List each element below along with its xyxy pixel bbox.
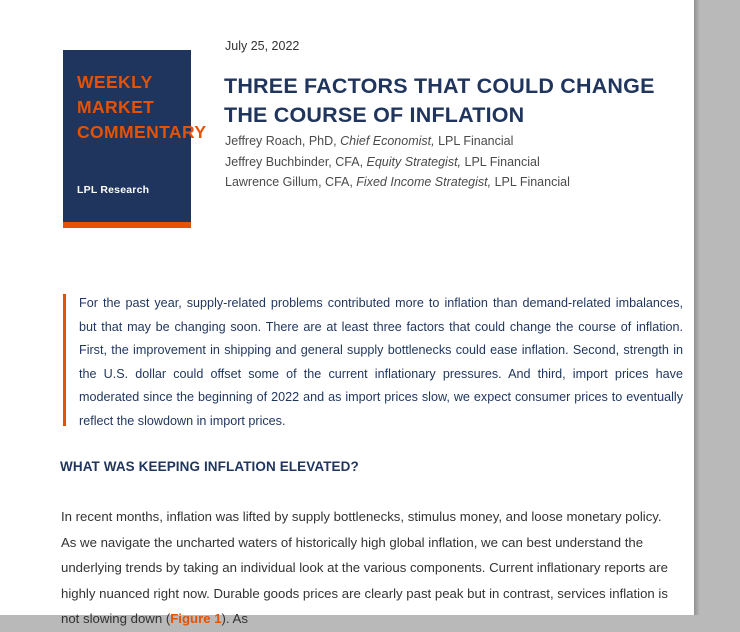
paragraph-text-after-reference: ). As	[221, 611, 248, 626]
section-heading: WHAT WAS KEEPING INFLATION ELEVATED?	[60, 459, 359, 474]
page-shadow	[694, 0, 700, 615]
cover-accent-bar	[63, 222, 191, 228]
callout-accent-bar	[63, 294, 66, 426]
body-paragraph	[61, 504, 669, 632]
list-item	[225, 172, 685, 193]
author-role: Equity Strategist,	[363, 154, 462, 169]
author-name: Jeffrey Buchbinder, CFA,	[225, 154, 364, 169]
page-title: THREE FACTORS THAT COULD CHANGE THE COURSE OF INFLATION	[224, 74, 655, 128]
cover-brand: LPL Research	[77, 184, 150, 196]
paragraph-text-before-reference: In recent months, inflation was lifted by supply bottlenecks, stimulus money, and loose monetary policy. As we navigate the uncharted waters of historically high global inflation, we can best understand the underlying trends by taking an individual look at the various components. Current inflationary reports are highly nuanced right now. Durable goods prices are clearly past peak but in contrast, services inflation is not slowing down (	[61, 509, 668, 626]
list-item	[225, 152, 685, 173]
author-name: Jeffrey Roach, PhD,	[225, 134, 337, 148]
publication-date: July 25, 2022	[225, 39, 300, 53]
document-header	[0, 0, 694, 250]
author-role: Chief Economist,	[336, 134, 435, 148]
author-role: Fixed Income Strategist,	[352, 175, 492, 189]
author-firm: LPL Financial	[461, 154, 540, 169]
figure-1-link[interactable]: Figure 1	[170, 611, 222, 626]
list-item	[225, 131, 685, 152]
callout-text: For the past year, supply-related problems contributed more to inflation than demand-related imbalances, but that may be changing soon. There are at least three factors that could change the course of inflation. First, the improvement in shipping and general supply bottlenecks could ease inflation. Second, strength in the U.S. dollar could offset some of the current inflationary pressures. And third, import prices have moderated since the beginning of 2022 and as import prices slow, we expect consumer prices to eventually reflect the slowdown in import prices.	[79, 296, 683, 428]
author-firm: LPL Financial	[434, 134, 514, 148]
cover-title: WEEKLY MARKET COMMENTARY	[77, 72, 207, 142]
author-name: Lawrence Gillum, CFA,	[225, 175, 353, 189]
author-firm: LPL Financial	[491, 175, 570, 189]
commentary-cover-thumbnail	[63, 50, 207, 228]
author-list	[225, 131, 685, 193]
